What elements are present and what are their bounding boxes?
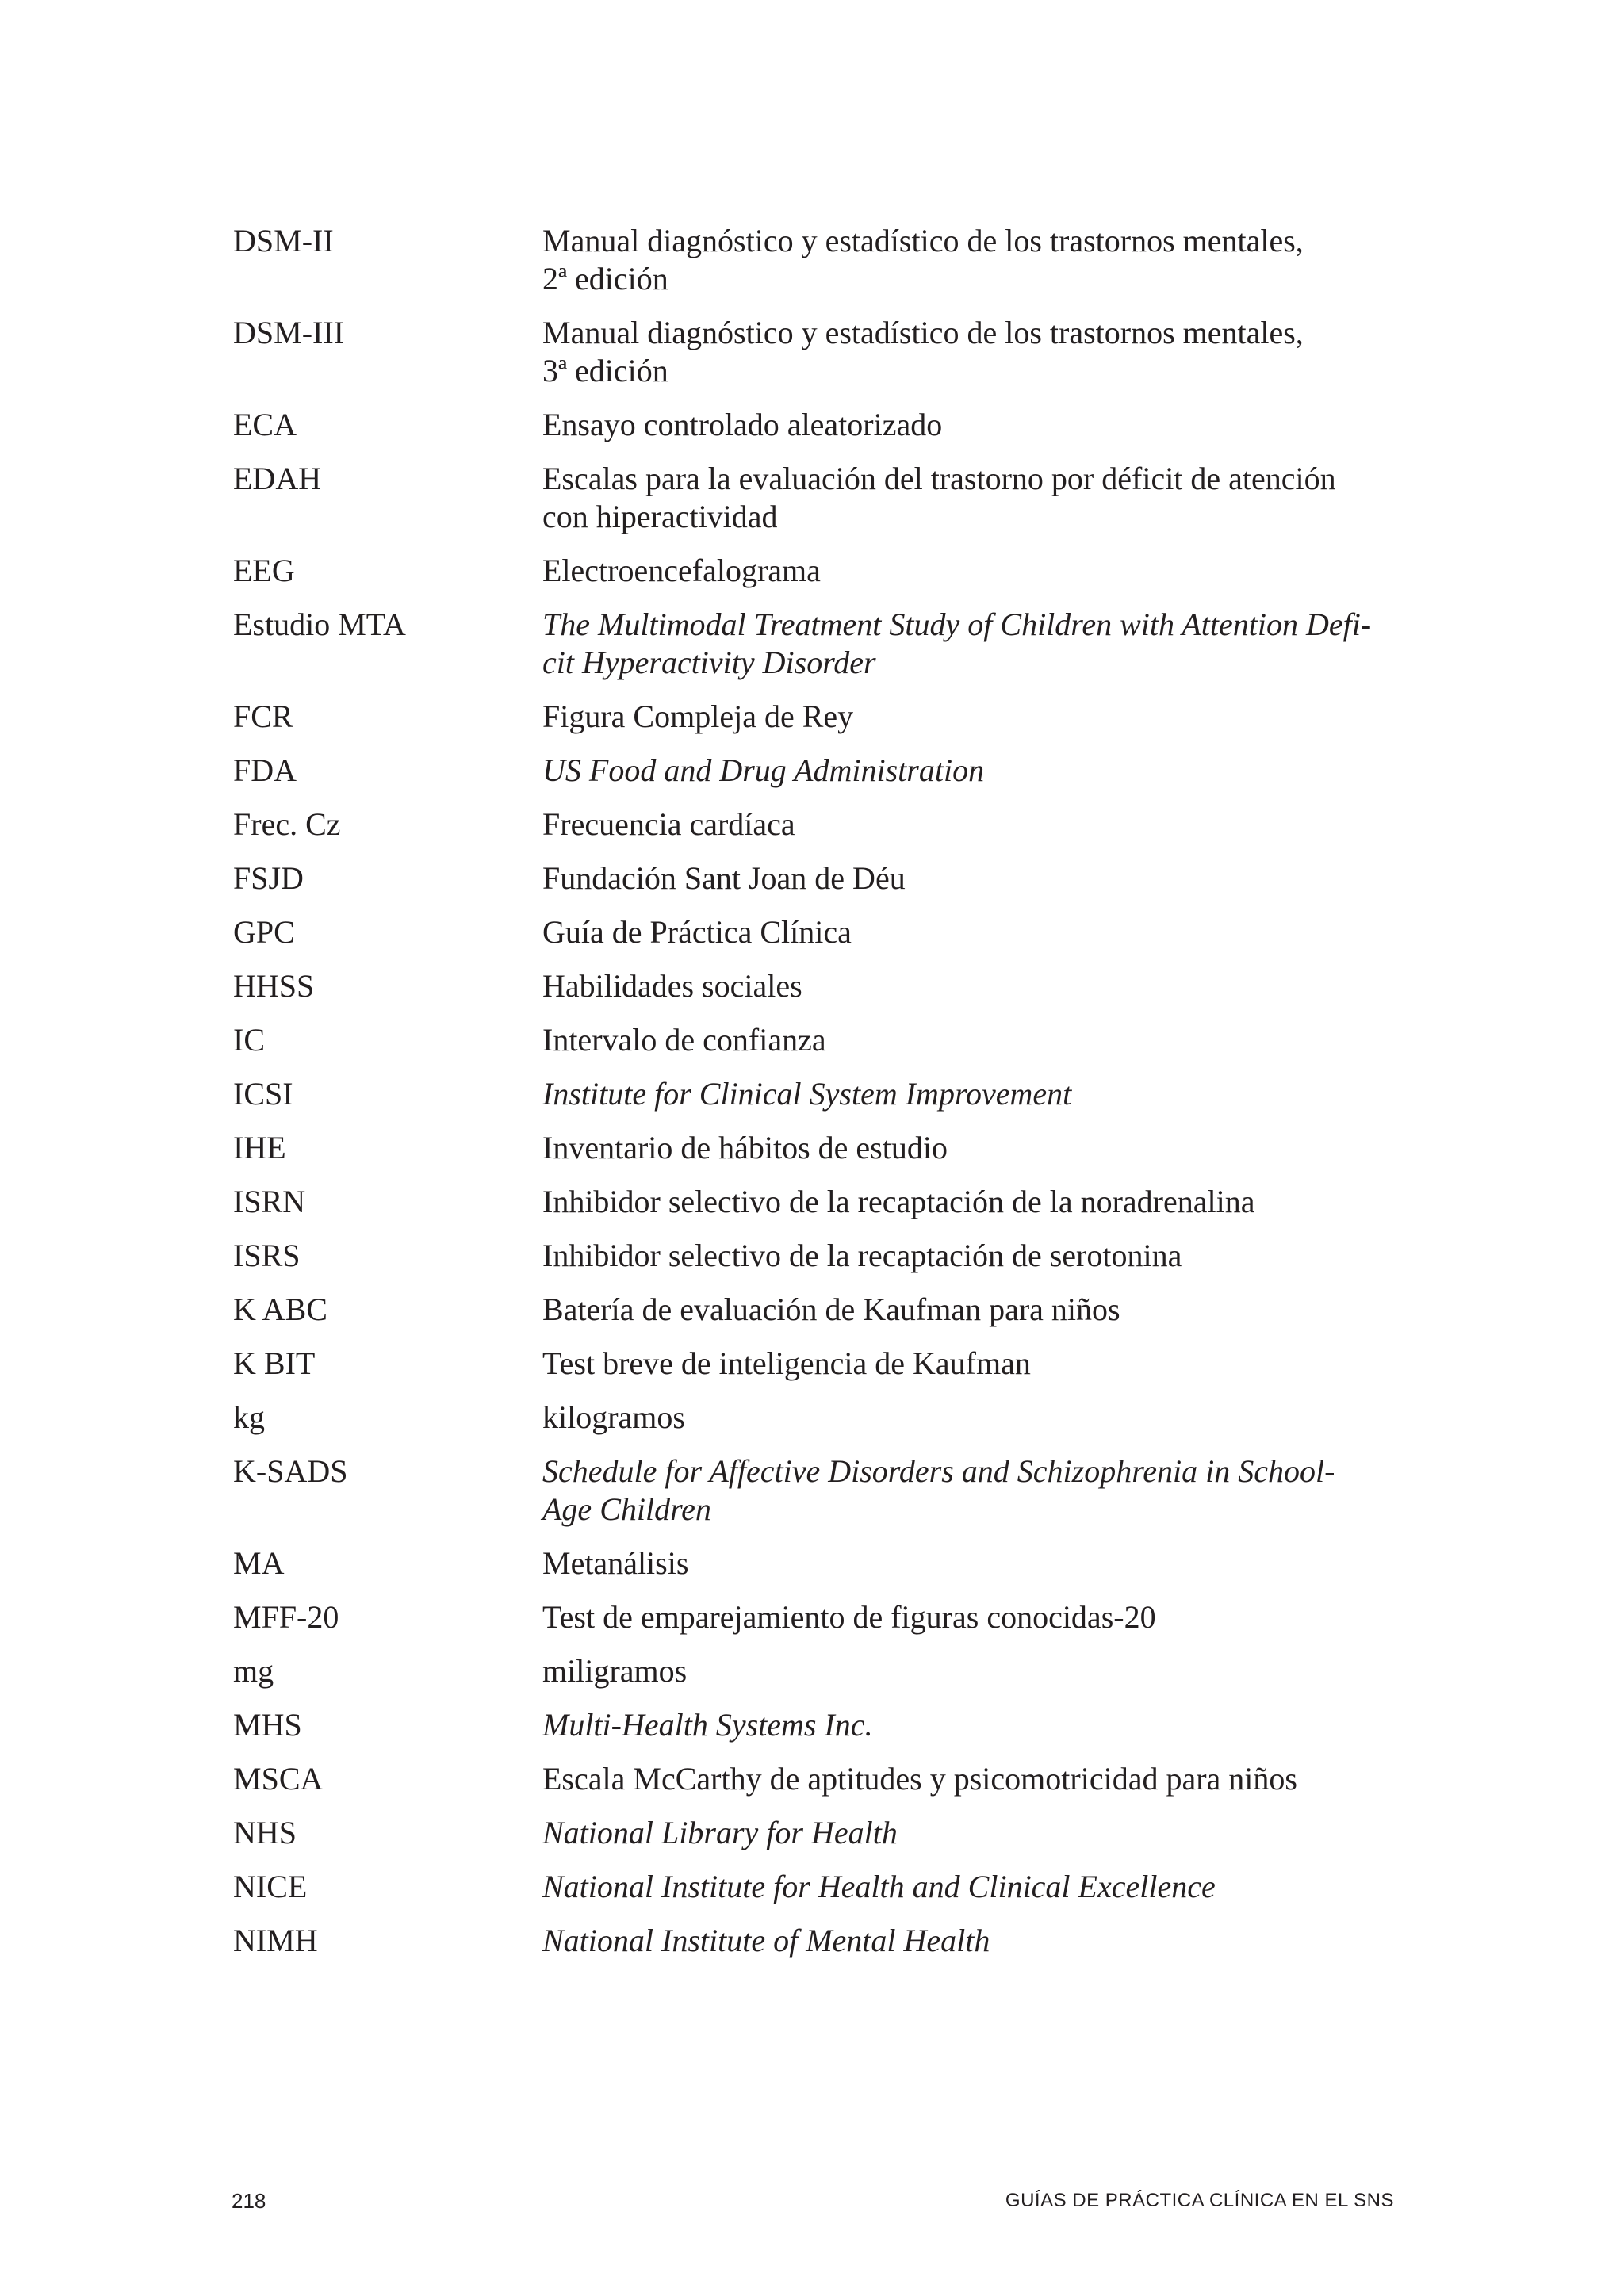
- abbreviation: IC: [233, 1022, 265, 1058]
- definition: Inhibidor selectivo de la recaptación de la noradrenalina: [542, 1184, 1255, 1219]
- glossary-entry: [233, 1868, 1407, 1906]
- definition: National Institute for Health and Clinical Excellence: [542, 1869, 1216, 1904]
- abbreviation: mg: [233, 1653, 274, 1689]
- abbreviation: K-SADS: [233, 1453, 348, 1489]
- abbreviation: NIMH: [233, 1923, 318, 1958]
- glossary-entry: [233, 1345, 1407, 1383]
- abbreviation: MA: [233, 1545, 285, 1581]
- abbreviation: Frec. Cz: [233, 806, 341, 842]
- definition: Habilidades sociales: [542, 968, 802, 1004]
- definition: Figura Compleja de Rey: [542, 698, 854, 734]
- glossary-entry: [233, 806, 1407, 844]
- abbreviation: EEG: [233, 553, 295, 588]
- abbreviation-list: [233, 222, 1407, 1976]
- definition: Institute for Clinical System Improvement: [542, 1076, 1072, 1112]
- definition: US Food and Drug Administration: [542, 752, 985, 788]
- definition: miligramos: [542, 1653, 688, 1689]
- abbreviation: K ABC: [233, 1292, 327, 1327]
- definition: National Library for Health: [542, 1815, 898, 1850]
- glossary-entry: [233, 406, 1407, 444]
- abbreviation: HHSS: [233, 968, 315, 1004]
- glossary-entry: [233, 1291, 1407, 1329]
- definition: Metanálisis: [542, 1545, 689, 1581]
- glossary-entry: [233, 1021, 1407, 1059]
- definition: Inventario de hábitos de estudio: [542, 1130, 948, 1165]
- abbreviation: Estudio MTA: [233, 607, 406, 642]
- definition: Schedule for Affective Disorders and Schizophrenia in School- Age Children: [542, 1453, 1335, 1527]
- definition: The Multimodal Treatment Study of Children with Attention Defi- cit Hyperactivity Disorder: [542, 607, 1372, 680]
- glossary-entry: [233, 606, 1407, 682]
- definition: Multi-Health Systems Inc.: [542, 1707, 873, 1743]
- glossary-entry: [233, 1129, 1407, 1167]
- glossary-entry: [233, 1075, 1407, 1113]
- glossary-entry: [233, 913, 1407, 951]
- glossary-entry: [233, 1183, 1407, 1221]
- definition: Test breve de inteligencia de Kaufman: [542, 1345, 1031, 1381]
- abbreviation: MFF-20: [233, 1599, 339, 1635]
- glossary-entry: [233, 1652, 1407, 1690]
- glossary-entry: [233, 1598, 1407, 1636]
- glossary-entry: [233, 1452, 1407, 1529]
- abbreviation: EDAH: [233, 461, 322, 496]
- abbreviation: NHS: [233, 1815, 297, 1850]
- definition: kilogramos: [542, 1399, 685, 1435]
- glossary-entry: [233, 222, 1407, 298]
- definition: Manual diagnóstico y estadístico de los trastornos mentales, 2ª edición: [542, 223, 1304, 297]
- definition: Electroencefalograma: [542, 553, 821, 588]
- definition: Intervalo de confianza: [542, 1022, 826, 1058]
- glossary-entry: [233, 752, 1407, 790]
- glossary-entry: [233, 1399, 1407, 1437]
- definition: Frecuencia cardíaca: [542, 806, 795, 842]
- glossary-entry: [233, 859, 1407, 897]
- abbreviation: FDA: [233, 752, 297, 788]
- glossary-entry: [233, 1922, 1407, 1960]
- glossary-entry: [233, 1544, 1407, 1582]
- definition: Guía de Práctica Clínica: [542, 914, 852, 950]
- abbreviation: FSJD: [233, 860, 304, 896]
- abbreviation: DSM-III: [233, 315, 344, 350]
- abbreviation: FCR: [233, 698, 293, 734]
- abbreviation: DSM-II: [233, 223, 334, 258]
- glossary-entry: [233, 1706, 1407, 1744]
- abbreviation: MHS: [233, 1707, 302, 1743]
- glossary-entry: [233, 460, 1407, 536]
- abbreviation: kg: [233, 1399, 265, 1435]
- definition: Ensayo controlado aleatorizado: [542, 407, 943, 442]
- glossary-entry: [233, 698, 1407, 736]
- abbreviation: GPC: [233, 914, 295, 950]
- definition: Fundación Sant Joan de Déu: [542, 860, 906, 896]
- definition: Manual diagnóstico y estadístico de los trastornos mentales, 3ª edición: [542, 315, 1304, 388]
- abbreviation: ISRN: [233, 1184, 306, 1219]
- abbreviation: ICSI: [233, 1076, 293, 1112]
- abbreviation: K BIT: [233, 1345, 316, 1381]
- glossary-entry: [233, 967, 1407, 1005]
- glossary-entry: [233, 314, 1407, 390]
- page-number: 218: [232, 2189, 266, 2213]
- definition: Inhibidor selectivo de la recaptación de serotonina: [542, 1238, 1182, 1273]
- glossary-entry: [233, 1814, 1407, 1852]
- definition: Test de emparejamiento de figuras conocidas-20: [542, 1599, 1156, 1635]
- abbreviation: ECA: [233, 407, 297, 442]
- definition: Escala McCarthy de aptitudes y psicomotricidad para niños: [542, 1761, 1297, 1797]
- abbreviation: IHE: [233, 1130, 286, 1165]
- abbreviation: MSCA: [233, 1761, 324, 1797]
- running-footer-title: GUÍAS DE PRÁCTICA CLÍNICA EN EL SNS: [1005, 2190, 1394, 2211]
- definition: Escalas para la evaluación del trastorno por déficit de atención con hiperactividad: [542, 461, 1336, 534]
- abbreviation: NICE: [233, 1869, 308, 1904]
- definition: Batería de evaluación de Kaufman para niños: [542, 1292, 1120, 1327]
- abbreviation: ISRS: [233, 1238, 301, 1273]
- glossary-entry: [233, 552, 1407, 590]
- definition: National Institute of Mental Health: [542, 1923, 990, 1958]
- glossary-entry: [233, 1760, 1407, 1798]
- glossary-entry: [233, 1237, 1407, 1275]
